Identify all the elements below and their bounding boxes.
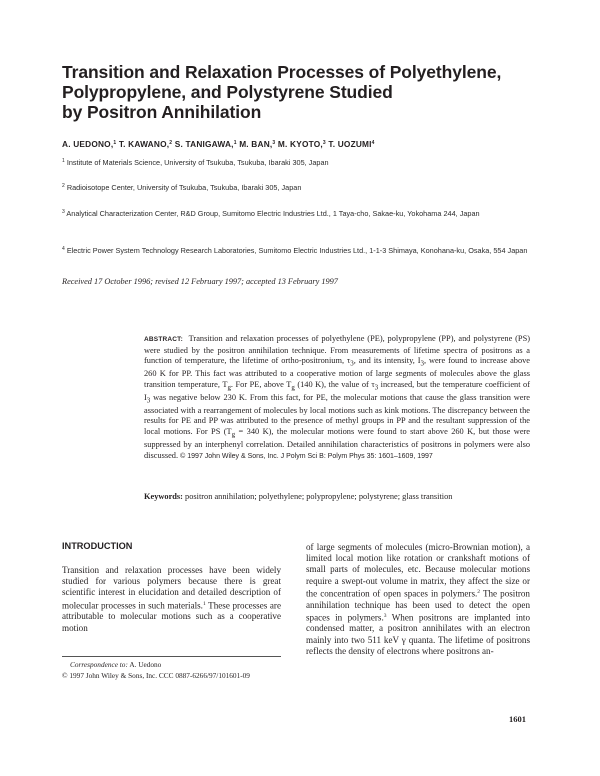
author-name: M. KYOTO, <box>277 139 323 149</box>
body-text: of large segments of molecules (micro-Brownian motion), a limited local motion like rotation or crankshaft motions of small parts of molecules, etc. Because molecular motions require a swept-out volume in matrix, they affect the size or the concentration of open spaces in polymers. <box>306 542 530 599</box>
subscript: 3 <box>146 396 151 405</box>
abstract-text: = 340 K), the molecular motions were found to start above 260 K, but those were suppressed by an interphenyl correlation. Detailed annihilation characteristics of positrons in polymers were also discussed. <box>144 426 531 460</box>
affiliation-text: Electric Power System Technology Research Laboratories, Sumitomo Electric Industries Ltd., 1-1-3 Shimaya, Konohana-ku, Osaka, 554 Japan <box>66 246 528 255</box>
keywords-label: Keywords: <box>144 492 183 501</box>
affiliation-text: Radioisotope Center, University of Tsukuba, Tsukuba, Ibaraki 305, Japan <box>66 183 302 192</box>
title-line: Transition and Relaxation Processes of Polyethylene, <box>62 62 502 82</box>
abstract-text: . For PE, above T <box>230 379 292 389</box>
abstract-text: (140 K), the value of τ <box>294 379 375 389</box>
reference-marker: 1 <box>202 600 206 607</box>
author-affil-ref: 1 <box>113 140 117 146</box>
page-number: 1601 <box>509 714 526 724</box>
affiliation-number: 3 <box>62 209 65 215</box>
affiliation-text: Analytical Characterization Center, R&D Group, Sumitomo Electric Industries Ltd., 1 Taya-cho, Sakae-ku, Yokohama 244, Japan <box>66 209 480 218</box>
affiliation-number: 1 <box>62 158 65 164</box>
paper-title <box>62 62 532 122</box>
title-line: by Positron Annihilation <box>62 102 262 122</box>
footnote-rule <box>62 656 281 657</box>
abstract-citation: © 1997 John Wiley & Sons, Inc. J Polym Sci B: Polym Phys 35: 1601–1609, 1997 <box>180 452 433 460</box>
author-affil-ref: 1 <box>233 140 237 146</box>
affiliation <box>62 155 540 169</box>
body-text: These processes are attributable to molecular motions such as a cooperative motion <box>62 600 281 633</box>
author-affil-ref: 2 <box>169 140 173 146</box>
body-text: Transition and relaxation processes have been widely studied for various polymers because there is great scientific interest in elucidation and detailed description of molecular processes in such materials. <box>62 565 281 611</box>
affiliation <box>62 206 540 220</box>
abstract-text: was negative below 230 K. From this fact, for PE, the molecular motions that cause the glass transition were associated with a rearrangement of molecules by local motions such as kink motions. The discrepancy between the results for PE and PP was attributed to the presence of methyl groups in PP and the resultant suppression of the local motions. For PS (T <box>144 392 530 436</box>
correspondence-name: A. Uedono <box>129 660 162 669</box>
abstract-text: , were found to increase above 260 K for PP. This fact was attributed to a cooperative motion of large segments of molecules above the glass transition temperature, T <box>144 356 530 389</box>
abstract-text: Transition and relaxation processes of polyethylene (PE), polypropylene (PP), and polystyrene (PS) were studied by the positron annihilation technique. From measurements of lifetime spectra of positrons as a function of temperature, the lifetime of ortho-positronium, τ <box>144 334 530 365</box>
abstract-label: ABSTRACT: <box>144 336 183 343</box>
abstract-text: increased, but the temperature coefficient of I <box>144 379 530 402</box>
author-list <box>62 139 375 149</box>
author-name: T. UOZUMI <box>328 139 372 149</box>
subscript: g <box>291 383 295 392</box>
correspondence-note <box>70 660 161 669</box>
author-name: S. TANIGAWA, <box>174 139 234 149</box>
title-line: Polypropylene, and Polystyrene Studied <box>62 82 393 102</box>
section-heading-introduction: INTRODUCTION <box>62 541 133 551</box>
affiliation <box>62 243 540 257</box>
body-column-right <box>306 542 530 657</box>
subscript: 3 <box>374 383 379 392</box>
copyright-line: © 1997 John Wiley & Sons, Inc. CCC 0887-6266/97/101601-09 <box>62 671 250 680</box>
received-dates: Received 17 October 1996; revised 12 February 1997; accepted 13 February 1997 <box>62 277 338 286</box>
abstract <box>144 334 530 462</box>
subscript: g <box>227 383 231 392</box>
author-name: M. BAN, <box>239 139 273 149</box>
body-text: When positrons are implanted into condensed matter, a positron annihilates with an electron mainly into two 511 keV γ quanta. The lifetime of positrons reflects the density of electrons where positrons an- <box>306 612 530 656</box>
affiliation-number: 4 <box>62 246 65 252</box>
author-name: T. KAWANO, <box>118 139 170 149</box>
affiliation-text: Institute of Materials Science, University of Tsukuba, Tsukuba, Ibaraki 305, Japan <box>66 158 329 167</box>
keywords <box>144 492 530 503</box>
subscript: g <box>231 430 236 439</box>
subscript: 3 <box>420 359 424 368</box>
affiliation-number: 2 <box>62 183 65 189</box>
body-text: The positron annihilation technique has been used to detect the open spaces in polymers. <box>306 588 530 623</box>
reference-marker: 2 <box>477 588 481 595</box>
abstract-text: , and its intensity, I <box>353 356 421 365</box>
correspondence-label: Correspondence to: <box>70 660 128 669</box>
author-name: A. UEDONO, <box>62 139 114 149</box>
keywords-text: positron annihilation; polyethylene; polypropylene; polystyrene; glass transition <box>185 492 453 501</box>
author-affil-ref: 3 <box>322 140 326 146</box>
subscript: 3 <box>350 359 354 368</box>
author-affil-ref: 3 <box>272 140 276 146</box>
author-affil-ref: 4 <box>371 140 375 146</box>
reference-marker: 3 <box>383 612 387 619</box>
body-column-left <box>62 565 281 634</box>
affiliation <box>62 180 540 194</box>
